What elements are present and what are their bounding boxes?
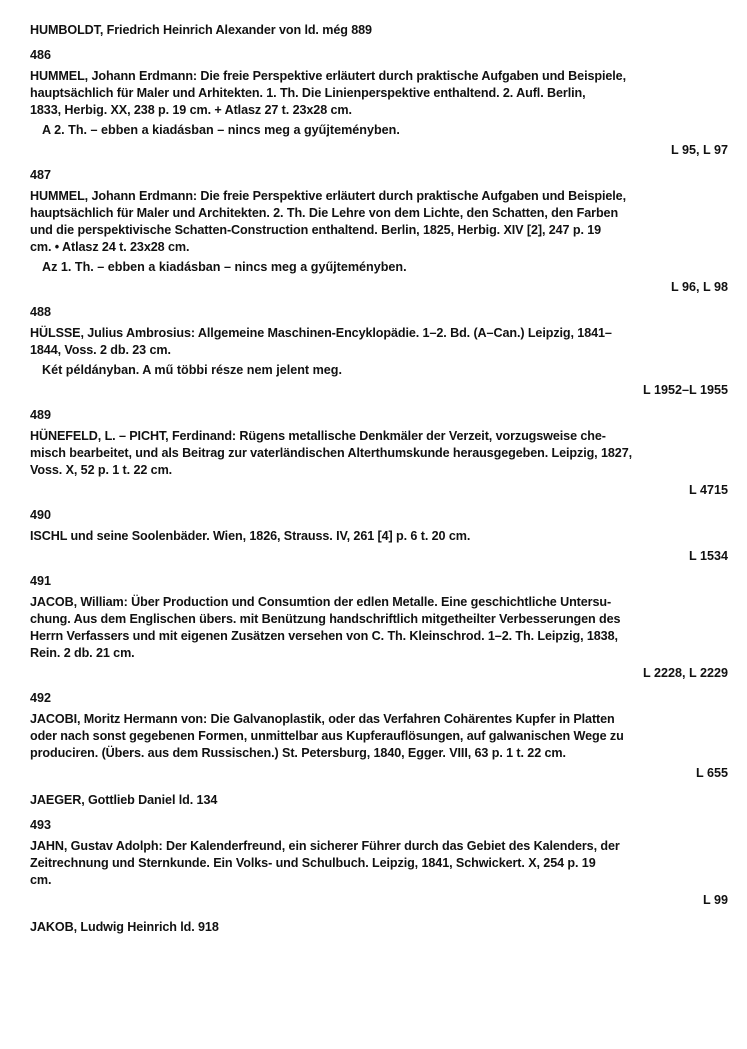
entry-number: 487: [30, 168, 52, 182]
entry-line: HÜNEFELD, L. – PICHT, Ferdinand: Rügens metallische Denkmäler der Verzeit, vorzugsweise che-: [30, 429, 606, 443]
catalog-entry-493: [30, 817, 730, 909]
location-ref: L 1952–L 1955: [643, 383, 728, 397]
entry-note: Az 1. Th. – ebben a kiadásban – nincs meg a gyűjteményben.: [42, 260, 407, 274]
catalog-entry-488: [30, 304, 730, 399]
location-ref: L 96, L 98: [671, 280, 728, 294]
entry-line: Voss. X, 52 p. 1 t. 22 cm.: [30, 463, 173, 477]
crossref-jakob: JAKOB, Ludwig Heinrich ld. 918: [30, 920, 219, 934]
location-ref: L 1534: [689, 549, 728, 563]
entry-line: HUMMEL, Johann Erdmann: Die freie Perspektive erläutert durch praktische Aufgaben und Beispiele,: [30, 69, 626, 83]
entry-line: ISCHL und seine Soolenbäder. Wien, 1826, Strauss. IV, 261 [4] p. 6 t. 20 cm.: [30, 529, 471, 543]
catalog-entry-492: [30, 690, 730, 782]
entry-number: 486: [30, 48, 52, 62]
location-ref: L 95, L 97: [671, 143, 728, 157]
entry-line: chung. Aus dem Englischen übers. mit Benützung handschriftlich mitgetheilter Verbesserungen des: [30, 612, 621, 626]
entry-note: A 2. Th. – ebben a kiadásban – nincs meg a gyűjteményben.: [42, 123, 400, 137]
entry-line: Herrn Verfassers und mit eigenen Zusätzen versehen von C. Th. Kleinschrod. 1–2. Th. Leipzig, 1838,: [30, 629, 618, 643]
entry-line: cm.: [30, 873, 52, 887]
entry-line: misch bearbeitet, und als Beitrag zur vaterländischen Alterthumskunde herausgegeben. Leipzig, 1827,: [30, 446, 632, 460]
catalog-entry-487: [30, 167, 730, 296]
entry-line: 1844, Voss. 2 db. 23 cm.: [30, 343, 171, 357]
entry-number: 492: [30, 691, 52, 705]
entry-number: 488: [30, 305, 52, 319]
catalog-entry-486: [30, 47, 730, 159]
crossref-jaeger: JAEGER, Gottlieb Daniel ld. 134: [30, 793, 218, 807]
entry-number: 489: [30, 408, 52, 422]
entry-line: 1833, Herbig. XX, 238 p. 19 cm. + Atlasz 27 t. 23x28 cm.: [30, 103, 352, 117]
location-ref: L 2228, L 2229: [643, 666, 728, 680]
entry-line: Zeitrechnung und Sternkunde. Ein Volks- und Schulbuch. Leipzig, 1841, Schwickert. X, 254 p. 19: [30, 856, 596, 870]
catalog-entry-491: [30, 573, 730, 682]
catalog-page: [30, 22, 730, 942]
entry-number: 493: [30, 818, 52, 832]
entry-line: JAHN, Gustav Adolph: Der Kalenderfreund, ein sicherer Führer durch das Gebiet des Kalenders, der: [30, 839, 620, 853]
entry-line: und die perspektivische Schatten-Construction enthaltend. Berlin, 1825, Herbig. XIV [2], 247 p. 19: [30, 223, 602, 237]
entry-line: oder nach sonst gegebenen Formen, unmittelbar aus Kupferauflösungen, auf galwanischen Wege zu: [30, 729, 624, 743]
entry-note: Két példányban. A mű többi része nem jelent meg.: [42, 363, 342, 377]
catalog-entry-490: [30, 507, 730, 565]
location-ref: L 4715: [689, 483, 728, 497]
entry-line: Rein. 2 db. 21 cm.: [30, 646, 135, 660]
location-ref: L 655: [696, 766, 728, 780]
entry-line: cm. • Atlasz 24 t. 23x28 cm.: [30, 240, 190, 254]
entry-number: 490: [30, 508, 52, 522]
entry-line: hauptsächlich für Maler und Arhitekten. 1. Th. Die Linienperspektive enthaltend. 2. Aufl. Berlin,: [30, 86, 586, 100]
entry-line: HUMMEL, Johann Erdmann: Die freie Perspektive erläutert durch praktische Aufgaben und Beispiele,: [30, 189, 626, 203]
crossref-humboldt: HUMBOLDT, Friedrich Heinrich Alexander von ld. még 889: [30, 23, 372, 37]
entry-line: HÜLSSE, Julius Ambrosius: Allgemeine Maschinen-Encyklopädie. 1–2. Bd. (A–Can.) Leipzig, 1841–: [30, 326, 612, 340]
location-ref: L 99: [703, 893, 728, 907]
entry-line: JACOBI, Moritz Hermann von: Die Galvanoplastik, oder das Verfahren Cohärentes Kupfer in Platten: [30, 712, 615, 726]
entry-line: JACOB, William: Über Production und Consumtion der edlen Metalle. Eine geschichtliche Untersu-: [30, 595, 612, 609]
entry-line: hauptsächlich für Maler und Architekten. 2. Th. Die Lehre von dem Lichte, den Schatten, den Farben: [30, 206, 619, 220]
entry-number: 491: [30, 574, 52, 588]
catalog-entry-489: [30, 407, 730, 499]
entry-line: produciren. (Übers. aus dem Russischen.) St. Petersburg, 1840, Egger. VIII, 63 p. 1 t. 22 cm.: [30, 746, 566, 760]
